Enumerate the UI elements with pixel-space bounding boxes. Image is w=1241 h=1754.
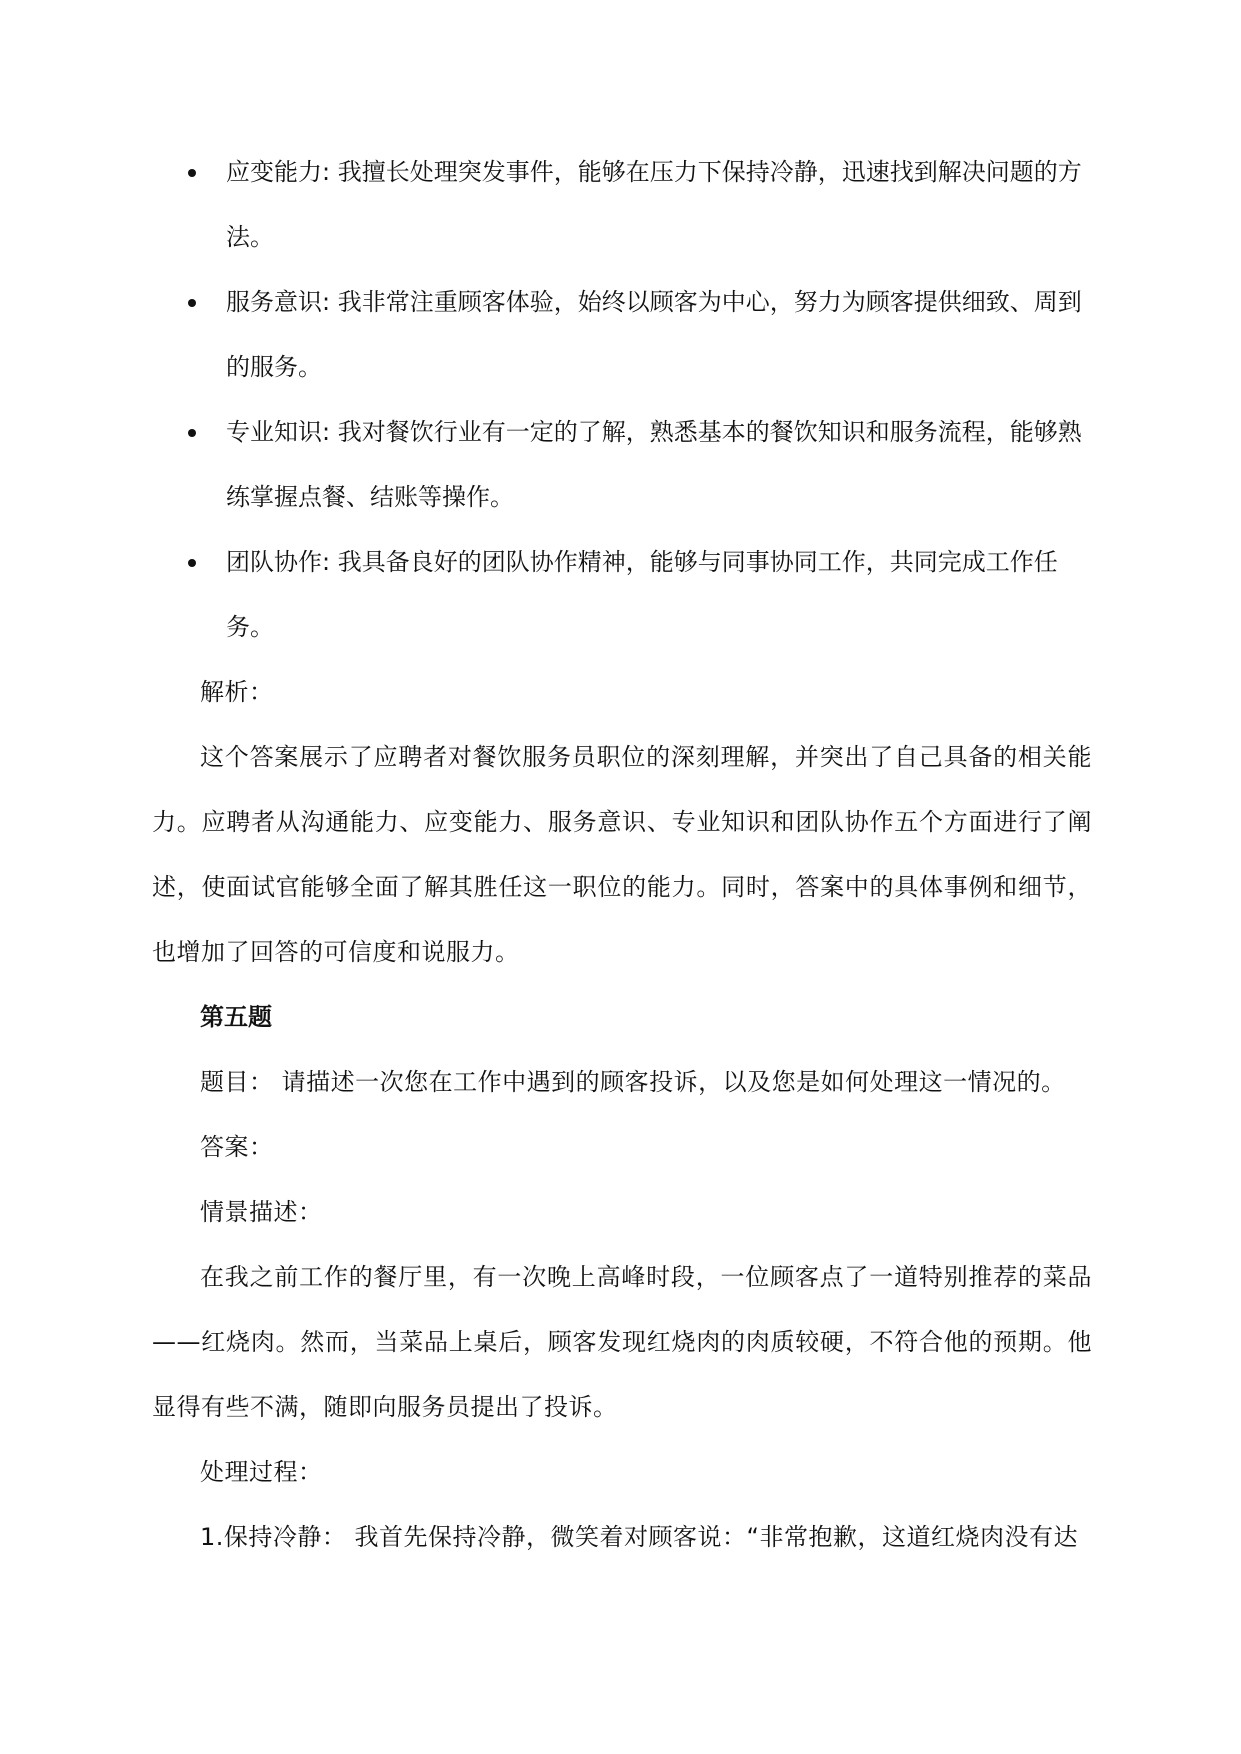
analysis-label: 解析：: [200, 678, 274, 706]
bullet-text: 我对餐饮行业有一定的了解，熟悉基本的餐饮知识和服务流程，能够熟练掌握点餐、结账等操作。: [226, 418, 1082, 511]
bullet-text: 我非常注重顾客体验，始终以顾客为中心，努力为顾客提供细致、周到的服务。: [226, 288, 1082, 381]
bullet-dot-icon: [188, 169, 196, 177]
process-label: 处理过程：: [200, 1458, 323, 1486]
bullet-dot-icon: [188, 299, 196, 307]
bullet-term: 专业知识:: [226, 418, 331, 446]
bullet-text: 我擅长处理突发事件，能够在压力下保持冷静，迅速找到解决问题的方法。: [226, 158, 1082, 251]
bullet-item-service-awareness: [152, 270, 1092, 400]
process-step-1: 1.保持冷静： 我首先保持冷静，微笑着对顾客说：“非常抱歉，这道红烧肉没有达: [200, 1523, 1078, 1551]
bullet-item-adaptability: [152, 140, 1092, 270]
section-title: 第五题: [200, 1003, 272, 1031]
analysis-paragraph: 这个答案展示了应聘者对餐饮服务员职位的深刻理解，并突出了自己具备的相关能力。应聘者从沟通能力、应变能力、服务意识、专业知识和团队协作五个方面进行了阐述，使面试官能够全面了解其胜任这一职位的能力。同时，答案中的具体事例和细节，也增加了回答的可信度和说服力。: [152, 743, 1092, 966]
bullet-item-professional-knowledge: [152, 400, 1092, 530]
question-text: 题目： 请描述一次您在工作中遇到的顾客投诉，以及您是如何处理这一情况的。: [200, 1068, 1066, 1096]
scenario-paragraph: 在我之前工作的餐厅里，有一次晚上高峰时段，一位顾客点了一道特别推荐的菜品——红烧肉。然而，当菜品上桌后，顾客发现红烧肉的肉质较硬，不符合他的预期。他显得有些不满，随即向服务员提出了投诉。: [152, 1263, 1092, 1421]
bullet-term: 服务意识:: [226, 288, 331, 316]
document-body: [152, 140, 1092, 1570]
scenario-label: 情景描述：: [200, 1198, 323, 1226]
answer-label: 答案：: [200, 1133, 274, 1161]
bullet-text: 我具备良好的团队协作精神，能够与同事协同工作，共同完成工作任务。: [226, 548, 1058, 641]
bullet-dot-icon: [188, 559, 196, 567]
bullet-dot-icon: [188, 429, 196, 437]
bullet-item-teamwork: [152, 530, 1092, 660]
bullet-term: 应变能力:: [226, 158, 331, 186]
bullet-term: 团队协作:: [226, 548, 331, 576]
